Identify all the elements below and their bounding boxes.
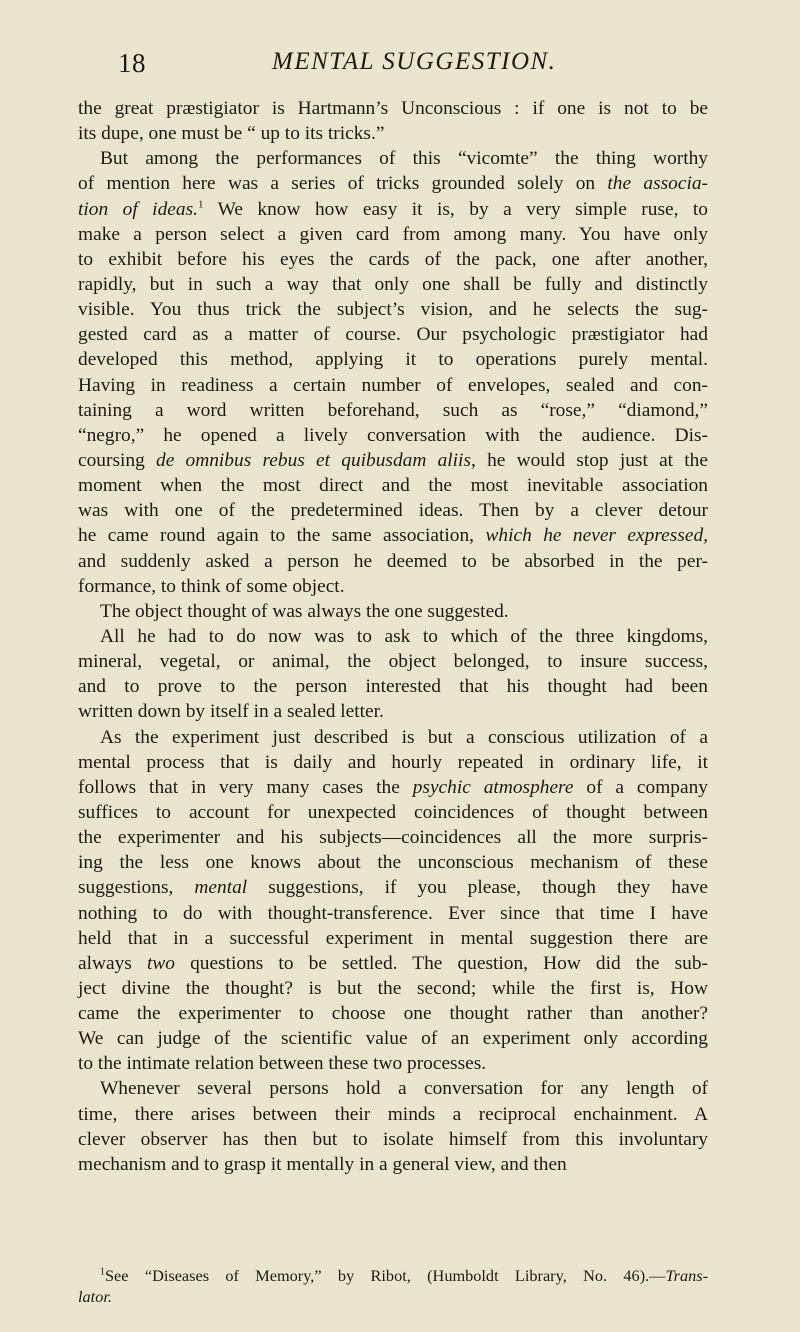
text-line: mental process that is daily and hourly repeated in ordinary life, it — [78, 751, 708, 773]
text-line: moment when the most direct and the most inevitable association — [78, 475, 708, 497]
text-line: coursing de omnibus rebus et quibusdam aliis, he would stop just at the — [78, 449, 708, 471]
text-line: make a person select a given card from among many. You have only — [78, 223, 708, 245]
text-line: and suddenly asked a person he deemed to be absorbed in the per- — [78, 550, 708, 572]
text-line: But among the performances of this “vicomte” the thing worthy — [100, 148, 708, 170]
text-line: mechanism and to grasp it mentally in a general view, and then — [78, 1153, 567, 1175]
footnote — [78, 1265, 708, 1307]
running-title: MENTAL SUGGESTION. — [272, 48, 557, 75]
text-line: of mention here was a series of tricks grounded solely on the associa- — [78, 173, 709, 195]
page-number: 18 — [118, 48, 146, 78]
text-line: We can judge of the scientific value of an experiment only according — [78, 1028, 708, 1050]
text-line: to exhibit before his eyes the cards of the pack, one after another, — [78, 248, 708, 270]
footnote-line: $^1$See “Diseases of Memory,” by Ribot, (Humboldt Library, No. 46).—Trans- — [100, 1266, 708, 1285]
text-line: The object thought of was always the one suggested. — [100, 600, 509, 622]
text-line: All he had to do now was to ask to which of the three kingdoms, — [100, 625, 708, 647]
text-line: Having in readiness a certain number of envelopes, sealed and con- — [78, 374, 708, 396]
text-line: mineral, vegetal, or animal, the object belonged, to insure success, — [78, 651, 708, 673]
text-line: “negro,” he opened a lively conversation with the audience. Dis- — [78, 424, 708, 446]
text-line: written down by itself in a sealed letter. — [78, 701, 384, 723]
text-line: gested card as a matter of course. Our psychologic prӕstigiator had — [78, 324, 708, 346]
text-line: ing the less one knows about the unconscious mechanism of these — [78, 852, 708, 874]
text-line: ject divine the thought? is but the second; while the first is, How — [78, 977, 708, 999]
text-line: formance, to think of some object. — [78, 575, 345, 597]
text-line: clever observer has then but to isolate himself from this involuntary — [78, 1128, 708, 1150]
text-line: the great prӕstigiator is Hartmann’s Unconscious : if one is not to be — [78, 98, 708, 119]
text-line: nothing to do with thought-transference. Ever since that time I have — [78, 902, 708, 924]
text-line: to the intimate relation between these two processes. — [78, 1053, 487, 1075]
text-line: tion of ideas.$^1$ We know how easy it is, by a very simple ruse, to — [78, 198, 708, 220]
page-header — [0, 48, 800, 88]
text-line: follows that in very many cases the psychic atmosphere of a company — [78, 776, 709, 798]
text-line: suggestions, mental suggestions, if you please, though they have — [78, 877, 708, 899]
text-line: its dupe, one must be “ up to its tricks.” — [78, 123, 385, 145]
text-line: time, there arises between their minds a reciprocal enchainment. A — [78, 1103, 708, 1125]
text-line: he came round again to the same association, which he never expressed, — [78, 525, 708, 547]
footnote-line: lator. — [78, 1287, 112, 1306]
text-line: held that in a successful experiment in mental suggestion there are — [78, 927, 708, 949]
text-line: and to prove to the person interested that his thought had been — [78, 676, 708, 698]
text-line: visible. You thus trick the subject’s vision, and he selects the sug- — [78, 299, 708, 321]
body-text — [78, 96, 708, 1177]
text-line: rapidly, but in such a way that only one shall be fully and distinctly — [78, 273, 708, 295]
text-line: was with one of the predetermined ideas. Then by a clever detour — [78, 500, 708, 522]
text-line: the experimenter and his subjects—coincidences all the more surpris- — [78, 827, 708, 849]
text-line: Whenever several persons hold a conversation for any length of — [100, 1078, 708, 1100]
text-line: taining a word written beforehand, such as “rose,” “diamond,” — [78, 399, 708, 421]
text-line: always two questions to be settled. The question, How did the sub- — [78, 952, 708, 974]
text-line: came the experimenter to choose one thought rather than another? — [78, 1003, 708, 1025]
text-line: As the experiment just described is but a conscious utilization of a — [100, 726, 708, 748]
text-line: developed this method, applying it to operations purely mental. — [78, 349, 708, 371]
text-line: suffices to account for unexpected coincidences of thought between — [78, 801, 708, 823]
